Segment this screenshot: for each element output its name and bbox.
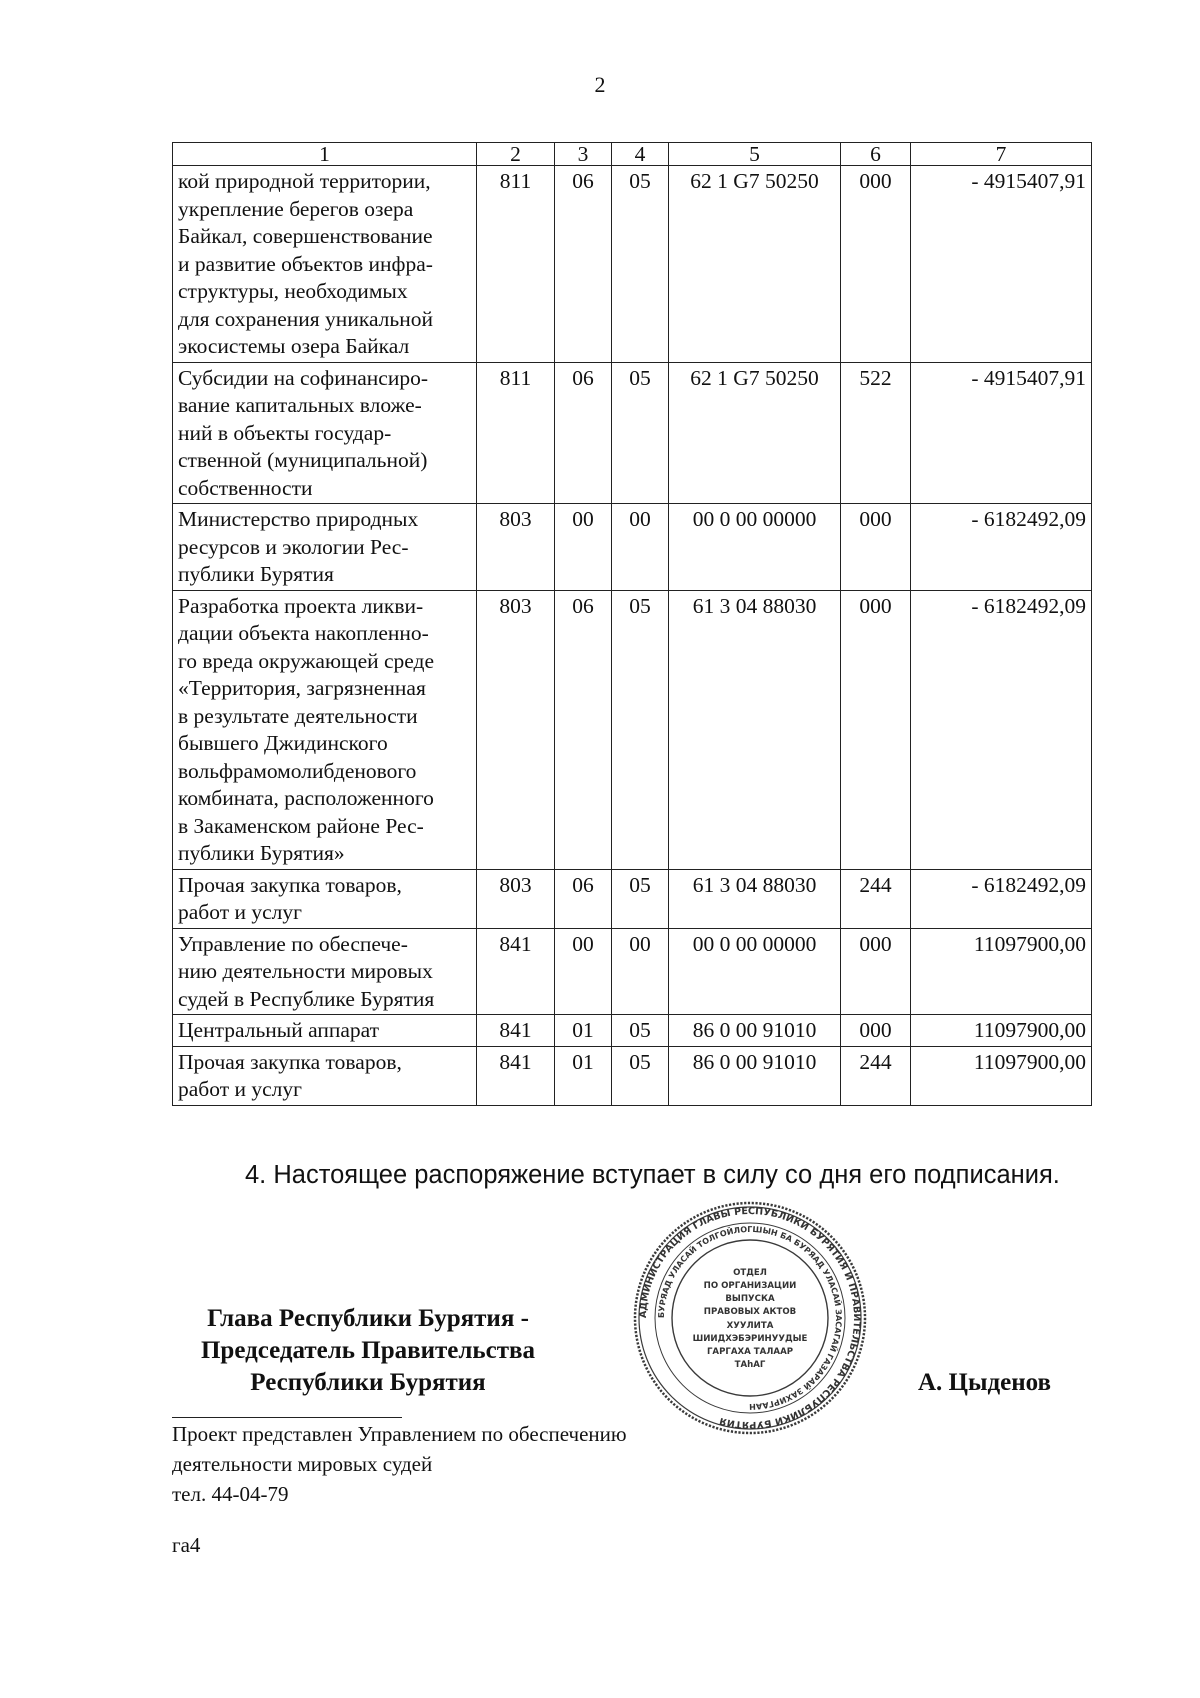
target-article-cell: 61 3 04 88030 xyxy=(669,869,841,928)
admin-code-cell: 841 xyxy=(477,1015,555,1047)
signatory-title-line: Республики Бурятия xyxy=(250,1369,486,1396)
row-name-line: вание капитальных вложе- xyxy=(178,393,422,417)
seal-center-line: ТАhАГ xyxy=(734,1360,766,1370)
table-row xyxy=(173,1015,1092,1047)
footnote-line: тел. 44-04-79 xyxy=(172,1482,289,1506)
admin-code-cell: 841 xyxy=(477,1046,555,1105)
target-article-cell: 00 0 00 00000 xyxy=(669,504,841,591)
budget-table xyxy=(172,142,1092,1106)
amount-cell: - 6182492,09 xyxy=(911,504,1092,591)
seal-center-line: ВЫПУСКА xyxy=(725,1294,775,1304)
table-row xyxy=(173,362,1092,504)
row-name-line: вольфрамомолибденового xyxy=(178,758,417,783)
amount-cell: - 6182492,09 xyxy=(911,869,1092,928)
row-name-line: собственности xyxy=(178,475,313,500)
footnote-line: Проект представлен Управлением по обеспечению xyxy=(172,1422,627,1446)
expense-type-cell: 000 xyxy=(841,1015,911,1047)
table-body xyxy=(173,166,1092,1106)
signatory-title-line: Глава Республики Бурятия - xyxy=(207,1305,529,1332)
row-name-line: укрепление берегов озера xyxy=(178,196,414,221)
section-code-cell: 00 xyxy=(555,928,612,1015)
row-name-cell xyxy=(173,869,477,928)
svg-text:БУРЯАД УЛАСАЙ ТОЛГОЙЛОГШЫН БА xyxy=(657,1225,844,1411)
target-article-cell: 62 1 G7 50250 xyxy=(669,166,841,363)
row-name-line: ний в объекты государ- xyxy=(178,420,392,445)
subsection-code-cell: 05 xyxy=(612,362,669,504)
target-article-cell: 00 0 00 00000 xyxy=(669,928,841,1015)
row-name-cell xyxy=(173,928,477,1015)
footnote-line: деятельности мировых судей xyxy=(172,1452,433,1476)
admin-code-cell: 803 xyxy=(477,504,555,591)
row-name-line: Субсидии на софинансиро- xyxy=(178,365,429,390)
table-row xyxy=(173,504,1092,591)
amount-cell: 11097900,00 xyxy=(911,1046,1092,1105)
row-name-line: структуры, необходимых xyxy=(178,279,408,303)
admin-code-cell: 811 xyxy=(477,362,555,504)
section-code-cell: 06 xyxy=(555,590,612,869)
row-name-line: ственной (муниципальной) xyxy=(178,448,428,472)
column-header: 1 xyxy=(173,143,477,166)
amount-cell: - 4915407,91 xyxy=(911,362,1092,504)
row-name-line: работ и услуг xyxy=(178,1077,302,1101)
section-code-cell: 01 xyxy=(555,1015,612,1047)
subsection-code-cell: 05 xyxy=(612,166,669,363)
row-name-line: публики Бурятия» xyxy=(178,841,345,865)
subsection-code-cell: 05 xyxy=(612,1015,669,1047)
row-name-line: Разработка проекта ликви- xyxy=(178,593,424,618)
clause-text: 4. Настоящее распоряжение вступает в силу со дня его подписания. xyxy=(245,1161,1060,1189)
table-row xyxy=(173,1046,1092,1105)
admin-code-cell: 803 xyxy=(477,590,555,869)
row-name-line: ресурсов и экологии Рес- xyxy=(178,534,409,559)
row-name-cell xyxy=(173,1015,477,1047)
section-code-cell: 06 xyxy=(555,869,612,928)
amount-cell: - 6182492,09 xyxy=(911,590,1092,869)
expense-type-cell: 000 xyxy=(841,504,911,591)
table-row xyxy=(173,590,1092,869)
subsection-code-cell: 00 xyxy=(612,504,669,591)
amount-cell: - 4915407,91 xyxy=(911,166,1092,363)
footnote xyxy=(172,1419,627,1509)
row-name-line: Центральный аппарат xyxy=(178,1018,380,1042)
row-name-line: «Территория, загрязненная xyxy=(178,676,426,700)
row-name-line: публики Бурятия xyxy=(178,562,334,586)
expense-type-cell: 000 xyxy=(841,928,911,1015)
row-name-line: Байкал, совершенствование xyxy=(178,224,433,248)
column-header: 3 xyxy=(555,143,612,166)
signatory-title xyxy=(158,1303,578,1399)
page-number: 2 xyxy=(594,72,606,97)
column-header: 2 xyxy=(477,143,555,166)
signer-name: А. Цыденов xyxy=(918,1369,1052,1396)
seal-inner-text: БУРЯАД УЛАСАЙ ТОЛГОЙЛОГШЫН БА БУРЯАД УЛАСАЙ ЗАСАГАЙ ГАЗАРАЙ ЗАХИРГААН xyxy=(656,1224,844,1412)
subsection-code-cell: 00 xyxy=(612,928,669,1015)
row-name-cell xyxy=(173,590,477,869)
row-name-line: и развитие объектов инфра- xyxy=(178,251,433,276)
table-row xyxy=(173,166,1092,363)
row-name-line: Управление по обеспече- xyxy=(178,931,408,956)
row-name-line: экосистемы озера Байкал xyxy=(178,334,410,358)
expense-type-cell: 000 xyxy=(841,590,911,869)
row-name-line: кой природной территории, xyxy=(178,169,431,193)
row-name-line: Прочая закупка товаров, xyxy=(178,1049,402,1074)
column-header: 7 xyxy=(911,143,1092,166)
footnote-divider xyxy=(172,1417,402,1418)
signatory-title-line: Председатель Правительства xyxy=(200,1337,536,1364)
row-name-line: го вреда окружающей среде xyxy=(178,648,435,673)
amount-cell: 11097900,00 xyxy=(911,928,1092,1015)
seal-center-line: ОТДЕЛ xyxy=(733,1268,767,1278)
row-name-line: в результате деятельности xyxy=(178,703,418,728)
subsection-code-cell: 05 xyxy=(612,590,669,869)
row-name-line: дации объекта накопленно- xyxy=(178,621,429,645)
row-name-line: в Закаменском районе Рес- xyxy=(178,813,424,838)
target-article-cell: 61 3 04 88030 xyxy=(669,590,841,869)
expense-type-cell: 244 xyxy=(841,869,911,928)
row-name-line: для сохранения уникальной xyxy=(178,306,433,331)
row-name-cell xyxy=(173,504,477,591)
seal-outer-text: АДМИНИСТРАЦИЯ ГЛАВЫ РЕСПУБЛИКИ БУРЯТИЯ И ПРАВИТЕЛЬСТВА РЕСПУБЛИКИ БУРЯТИЯ xyxy=(637,1205,863,1431)
row-name-cell xyxy=(173,1046,477,1105)
row-name-line: Прочая закупка товаров, xyxy=(178,872,402,897)
section-code-cell: 06 xyxy=(555,362,612,504)
row-name-cell xyxy=(173,166,477,363)
subsection-code-cell: 05 xyxy=(612,869,669,928)
section-code-cell: 00 xyxy=(555,504,612,591)
row-name-line: судей в Республике Бурятия xyxy=(178,986,435,1011)
table-row xyxy=(173,869,1092,928)
row-name-cell xyxy=(173,362,477,504)
seal-center-line: ШИИДХЭБЭРИНУУДЫЕ xyxy=(692,1334,808,1344)
amount-cell: 11097900,00 xyxy=(911,1015,1092,1047)
row-name-line: работ и услуг xyxy=(178,900,302,924)
admin-code-cell: 841 xyxy=(477,928,555,1015)
column-header: 4 xyxy=(612,143,669,166)
row-name-line: Министерство природных xyxy=(178,507,419,531)
row-name-line: бывшего Джидинского xyxy=(178,731,388,755)
column-header: 6 xyxy=(841,143,911,166)
admin-code-cell: 811 xyxy=(477,166,555,363)
table-row xyxy=(173,928,1092,1015)
target-article-cell: 86 0 00 91010 xyxy=(669,1015,841,1047)
section-code-cell: 06 xyxy=(555,166,612,363)
seal-center-line: ПО ОРГАНИЗАЦИИ xyxy=(703,1281,797,1291)
row-name-line: комбината, расположенного xyxy=(178,786,434,810)
expense-type-cell: 244 xyxy=(841,1046,911,1105)
target-article-cell: 62 1 G7 50250 xyxy=(669,362,841,504)
table-header-row xyxy=(173,143,1092,166)
seal-center-line: ХУУЛИТА xyxy=(726,1321,774,1331)
admin-code-cell: 803 xyxy=(477,869,555,928)
seal-center-line: ПРАВОВЫХ АКТОВ xyxy=(703,1307,797,1317)
row-name-line: нию деятельности мировых xyxy=(178,959,433,983)
section-code-cell: 01 xyxy=(555,1046,612,1105)
target-article-cell: 86 0 00 91010 xyxy=(669,1046,841,1105)
expense-type-cell: 000 xyxy=(841,166,911,363)
column-header: 5 xyxy=(669,143,841,166)
expense-type-cell: 522 xyxy=(841,362,911,504)
official-seal xyxy=(632,1200,868,1436)
document-code: га4 xyxy=(172,1533,201,1557)
seal-center-line: ГАРГАХА ТАЛААР xyxy=(706,1347,794,1357)
subsection-code-cell: 05 xyxy=(612,1046,669,1105)
